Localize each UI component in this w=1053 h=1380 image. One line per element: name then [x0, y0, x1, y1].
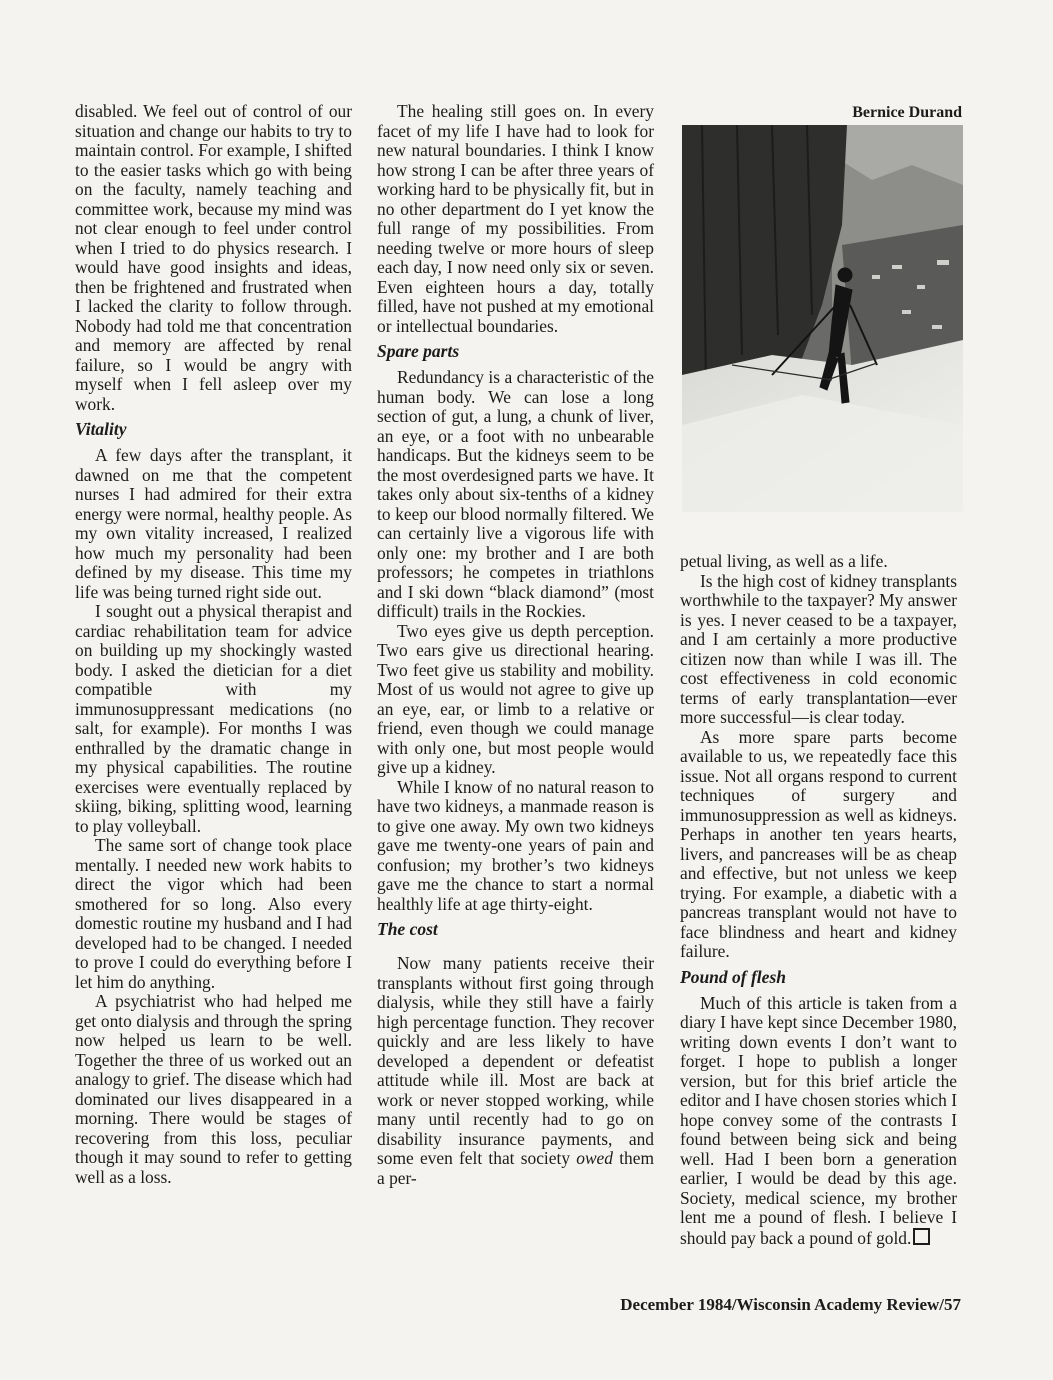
paragraph-text: Now many patients receive their transplants without first going through dialysis, while they still have a fairly high percentage function. They recover quickly and are less likely to have developed a dependent or defeatist attitude while ill. Most are back at work or never stopped working, while many until recently had to go on disability insurance payments, and some even felt that society	[377, 953, 654, 1168]
paragraph: Is the high cost of kidney transplants worthwhile to the taxpayer? My answer is yes. I never ceased to be a taxpayer, and I am certainly a more productive citizen now than while I was ill. The cost effectiveness in cold economic terms of early transplantation—ever more successful—is clear today.	[680, 570, 957, 727]
section-heading-pound-of-flesh: Pound of flesh	[680, 966, 786, 987]
column-1	[75, 102, 352, 1187]
end-mark-icon	[913, 1228, 930, 1245]
paragraph: Two eyes give us depth perception. Two ears give us directional hearing. Two feet give us stability and mobility. Most of us would not agree to give up an eye, ear, or limb to a relative or friend, even though we could manage with only one, but most people would give up a kidney.	[377, 620, 654, 777]
paragraph: petual living, as well as a life.	[680, 551, 888, 571]
paragraph	[377, 954, 654, 1188]
paragraph: While I know of no natural reason to have two kidneys, a manmade reason is to give one away. My own two kidneys gave me twenty-one years of pain and confusion; my brother’s two kidneys gave me the chance to start a normal healthly life at age thirty-eight.	[377, 776, 654, 914]
paragraph: The healing still goes on. In every facet of my life I have had to look for new natural boundaries. I think I know how strong I can be after three years of working hard to be physically fit, but in no other department do I yet know the full range of my possibilities. From needing twelve or more hours of sleep each day, I now need only six or seven. Even eighteen hours a day, totally filled, have not pushed at my emotional or intellectual boundaries.	[377, 101, 654, 336]
photo-credit: Bernice Durand	[852, 104, 962, 121]
section-heading-vitality: Vitality	[75, 419, 127, 439]
section-heading-spare-parts: Spare parts	[377, 341, 460, 361]
paragraph: Redundancy is a characteristic of the human body. We can lose a long section of gut, a lung, a chunk of liver, an eye, or a foot with no unbearable handicaps. But the kidneys seem to be the most overdesigned parts we have. It takes only about six-tenths of a kidney to keep our blood normally filtered. We can certainly live a vigorous life with only one: my brother and I are both professors; he competes in triathlons and I ski down “black diamond” (most difficult) trails in the Rockies.	[377, 367, 654, 621]
emphasis-text: owed	[576, 1148, 613, 1168]
skier-photo	[682, 125, 963, 512]
paragraph: I sought out a physical therapist and cardiac rehabilitation team for advice on building up my shockingly wasted body. I asked the dietician for a diet compatible with my immunosuppressant medications (no salt, for example). For months I was enthralled by the dramatic change in my physical capabilities. The routine exercises were eventually replaced by skiing, biking, splitting wood, learning to play volleyball.	[75, 601, 352, 836]
paragraph: As more spare parts become available to us, we repeatedly face this issue. Not all organs respond to current techniques of surgery and immunosuppression as well as kidneys. Perhaps in another ten years hearts, livers, and pancreases will be as cheap and effective, but not unless we keep trying. For example, a diabetic with a pancreas transplant would not have to face blindness and heart and kidney failure.	[680, 726, 957, 961]
column-3	[680, 552, 957, 1248]
paragraph: A psychiatrist who had helped me get onto dialysis and through the spring now helped us learn to be well. Together the three of us worked out an analogy to grief. The disease which had dominated our lives disappeared in a morning. There would be stages of recovering from this loss, peculiar though it may sound to refer to getting well as a loss.	[75, 991, 352, 1187]
column-2	[377, 102, 654, 1188]
paragraph	[680, 994, 957, 1249]
paragraph-text: them a per-	[377, 1148, 654, 1188]
paragraph: The same sort of change took place mentally. I needed new work habits to direct the vigor which had been smothered for so long. Also every domestic routine my husband and I had developed had to be changed. I needed to prove I could do everything before I let him do anything.	[75, 835, 352, 992]
skier-photo-image	[682, 125, 963, 512]
section-heading-the-cost: The cost	[377, 919, 438, 939]
paragraph: disabled. We feel out of control of our situation and change our habits to try to maintain control. For example, I shifted to the easier tasks which go with being on the faculty, namely teaching and committee work, because my mind was not clear enough to feel under control when I tried to do physics research. I would have good insights and ideas, then be frightened and frustrated when I lacked the clarity to follow through. Nobody had told me that concentration and memory are affected by renal failure, so I would be angry with myself when I fell asleep over my work.	[75, 101, 352, 414]
paragraph: A few days after the transplant, it dawned on me that the competent nurses I had admired for their extra energy were normal, healthy people. As my own vitality increased, I realized how much my personality had been defined by my disease. This time my life was being turned right side out.	[75, 445, 352, 602]
paragraph-text: Much of this article is taken from a diary I have kept since December 1980, writing down events I don’t want to forget. I hope to publish a longer version, but for this brief article the editor and I have chosen stories which I hope convey some of the contrasts I found between being sick and being well. Had I been born a generation earlier, I would be dead by this age. Society, medical science, my brother lent me a pound of flesh. I believe I should pay back a pound of gold.	[680, 992, 957, 1248]
page-footer: December 1984/Wisconsin Academy Review/57	[620, 1295, 961, 1314]
